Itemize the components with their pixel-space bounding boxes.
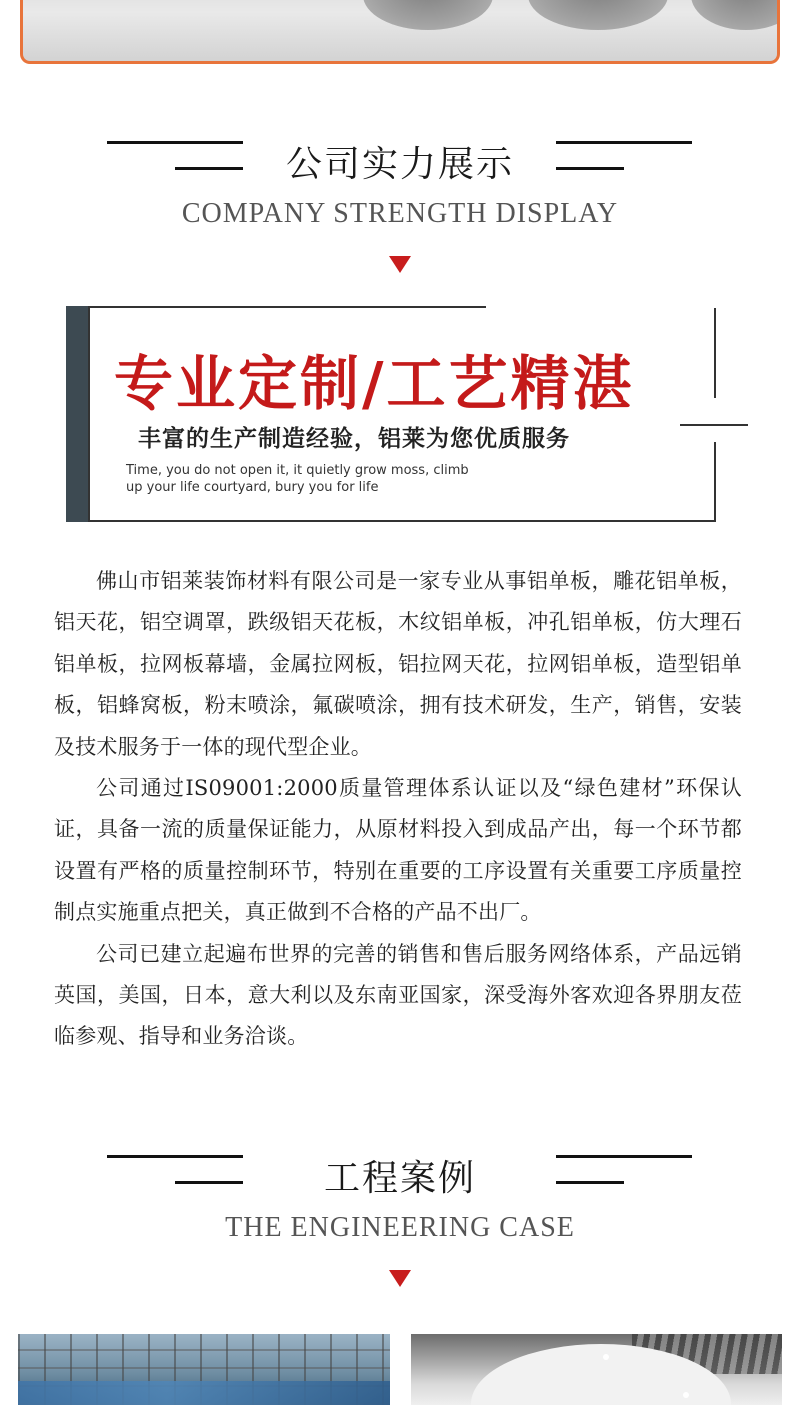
banner-border — [88, 520, 716, 522]
ceiling-light-icon — [683, 1392, 689, 1398]
banner-headline: 专业定制/工艺精湛 — [114, 349, 635, 418]
banner-tagline — [126, 462, 546, 496]
section-title: 工程案例 — [323, 1158, 476, 1199]
banner-border — [88, 308, 90, 520]
tagline-line: Time, you do not open it, it quietly grow moss, climb — [126, 463, 469, 478]
company-intro — [54, 561, 742, 1058]
strength-banner — [66, 306, 750, 526]
banner-border — [680, 424, 748, 426]
section-subtitle: COMPANY STRENGTH DISPLAY — [181, 198, 619, 229]
intro-paragraph: 公司已建立起遍布世界的完善的销售和售后服务网络体系，产品远销英国，美国，日本，意大利以及东南亚国家，深受海外客欢迎各界朋友莅临参观、指导和业务洽谈。 — [54, 941, 742, 1049]
case-photo-scaffolding[interactable] — [18, 1334, 390, 1405]
banner-border — [714, 442, 716, 522]
product-photo-top — [20, 0, 780, 64]
intro-paragraph: 佛山市铝莱装饰材料有限公司是一家专业从事铝单板，雕花铝单板，铝天花，铝空调罩，跌级铝天花板，木纹铝单板，冲孔铝单板，仿大理石铝单板，拉网板幕墙，金属拉网板，铝拉网天花，拉网铝单板，造型铝单板，铝蜂窝板，粉末喷涂，氟碳喷涂，拥有技术研发，生产，销售，安装及技术服务于一体的现代型企业。 — [54, 569, 742, 759]
banner-border — [88, 306, 486, 308]
banner-border — [714, 308, 716, 398]
down-arrow-icon — [389, 256, 411, 273]
banner-subtitle: 丰富的生产制造经验，铝莱为您优质服务 — [138, 426, 570, 452]
section-subtitle: THE ENGINEERING CASE — [225, 1212, 575, 1243]
down-arrow-icon — [389, 1270, 411, 1287]
section-title: 公司实力展示 — [285, 144, 514, 185]
tagline-line: up your life courtyard, bury you for life — [126, 480, 379, 495]
case-photo-ceiling[interactable] — [411, 1334, 782, 1405]
case-photo-detail — [18, 1381, 390, 1405]
banner-accent-bar — [66, 306, 88, 522]
intro-paragraph: 公司通过IS09001:2000质量管理体系认证以及“绿色建材”环保认证，具备一流的质量保证能力，从原材料投入到成品产出，每一个环节都设置有严格的质量控制环节，特别在重要的工序设置有关重要工序质量控制点实施重点把关，真正做到不合格的产品不出厂。 — [54, 776, 742, 925]
ceiling-light-icon — [603, 1354, 609, 1360]
